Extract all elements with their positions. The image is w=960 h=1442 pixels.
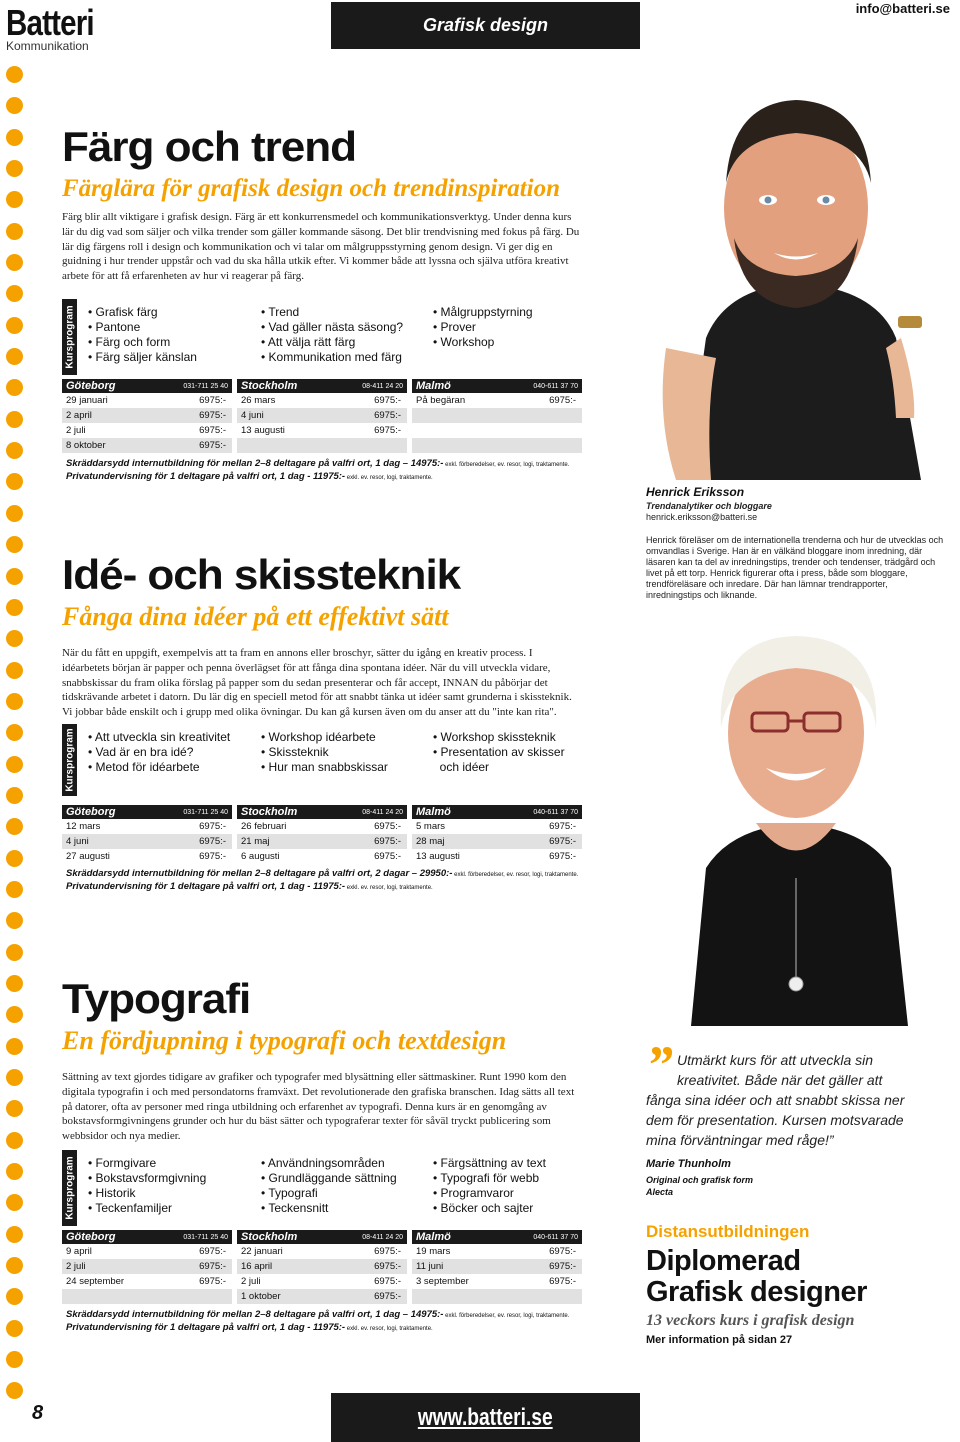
schedule bbox=[62, 1230, 582, 1304]
course-price: 6975:- bbox=[374, 1246, 401, 1257]
city-name: Göteborg bbox=[66, 806, 116, 818]
course-price: 6975:- bbox=[549, 851, 576, 862]
course-date: 8 oktober bbox=[66, 440, 106, 451]
promo-subtitle: 13 veckors kurs i grafisk design bbox=[646, 1312, 855, 1329]
course-subtitle: En fördjupning i typografi och textdesign bbox=[62, 1026, 507, 1055]
city-header bbox=[412, 1230, 582, 1244]
dot-icon bbox=[6, 348, 23, 365]
logo-tagline: Kommunikation bbox=[6, 39, 89, 53]
course-date: 2 juli bbox=[66, 1261, 86, 1272]
page-number: 8 bbox=[32, 1402, 44, 1424]
program-item: • Formgivare bbox=[88, 1156, 261, 1171]
schedule-row bbox=[62, 819, 232, 834]
program-item: • Att utveckla sin kreativitet bbox=[88, 730, 261, 745]
schedule-row bbox=[412, 834, 582, 849]
course-price: 6975:- bbox=[374, 821, 401, 832]
program-tag: Kursprogram bbox=[62, 299, 77, 375]
schedule-row bbox=[412, 1274, 582, 1289]
city-header bbox=[237, 379, 407, 393]
course-price: 6975:- bbox=[199, 1246, 226, 1257]
course-price: 6975:- bbox=[199, 395, 226, 406]
course-price: 6975:- bbox=[199, 821, 226, 832]
course-section bbox=[62, 976, 582, 1144]
city-schedule bbox=[237, 1230, 407, 1304]
dot-icon bbox=[6, 1132, 23, 1149]
instructor-name: Henrick Eriksson bbox=[646, 485, 745, 499]
quote-mark-icon: ” bbox=[646, 1035, 673, 1095]
program-item: • Metod för idéarbete bbox=[88, 760, 261, 775]
schedule-row bbox=[62, 438, 232, 453]
instructor-bio: Henrick föreläser om de internationella trenderna och hur de utvecklas och omvandlas i Sverige. Han är en välkänd bloggare inom inredning, där läsaren kan ta del av inredningstips, trender och tendenser, trädgård och livet på ett torp. Henrick figurerar ofta i press, både som bloggare, trendföreläsare och inredare. Där han lämnar trendrapporter, inredningstips och liknande. bbox=[646, 535, 944, 600]
dot-icon bbox=[6, 1351, 23, 1368]
city-schedule bbox=[237, 379, 407, 453]
program-item: • Presentation av skisser bbox=[433, 745, 565, 760]
dot-icon bbox=[6, 568, 23, 585]
schedule-row bbox=[62, 423, 232, 438]
program-item: • Prover bbox=[433, 320, 533, 335]
schedule-row bbox=[237, 834, 407, 849]
city-name: Malmö bbox=[416, 806, 451, 818]
program-item: • Bokstavsformgivning bbox=[88, 1171, 261, 1186]
course-date: 2 juli bbox=[241, 1276, 261, 1287]
dot-icon bbox=[6, 317, 23, 334]
course-program bbox=[62, 1150, 592, 1226]
schedule-row bbox=[237, 408, 407, 423]
testimonial-author: Marie Thunholm bbox=[646, 1158, 731, 1170]
dot-icon bbox=[6, 160, 23, 177]
dot-icon bbox=[6, 944, 23, 961]
program-column bbox=[433, 730, 565, 775]
city-header bbox=[62, 805, 232, 819]
dot-icon bbox=[6, 881, 23, 898]
dot-icon bbox=[6, 1163, 23, 1180]
program-tag: Kursprogram bbox=[62, 1150, 77, 1226]
course-date: 2 april bbox=[66, 410, 92, 421]
instructor-photo bbox=[646, 88, 951, 480]
course-program bbox=[62, 724, 592, 796]
dot-icon bbox=[6, 630, 23, 647]
dot-icon bbox=[6, 818, 23, 835]
instructor-photo bbox=[646, 618, 951, 1026]
program-item: • Programvaror bbox=[433, 1186, 546, 1201]
schedule-row bbox=[237, 849, 407, 864]
dot-icon bbox=[6, 850, 23, 867]
program-item: • Trend bbox=[261, 305, 433, 320]
program-item: • Färg säljer känslan bbox=[88, 350, 261, 365]
course-description: När du fått en uppgift, exempelvis att ta fram en annons eller broschyr, sätter du igång en kreativ process. I idéarbetets början är papper och penna överlägset för att fånga dina spontana idéer. När du vill utveckla vidare, snabbskissar du fram olika förslag på papper som du sedan presenterar och får accept, INNAN du påbörjar det tidskrävande arbetet i datorn. Du lär dig en speciell metod för att snabbt tänka ut idéer samt grunderna i skissteknik. Vi jobbar både enskilt och i grupp med olika övningar. Du kan gå kursen även om du anser att du "inte kan rita". bbox=[62, 647, 572, 719]
course-price: 6975:- bbox=[374, 1276, 401, 1287]
schedule-row bbox=[62, 1274, 232, 1289]
schedule-row bbox=[237, 819, 407, 834]
dot-icon bbox=[6, 1006, 23, 1023]
dot-icon bbox=[6, 912, 23, 929]
dot-icon bbox=[6, 442, 23, 459]
logo bbox=[6, 2, 94, 53]
course-date: 28 maj bbox=[416, 836, 445, 847]
course-program bbox=[62, 299, 592, 375]
testimonial-company: Alecta bbox=[646, 1187, 674, 1197]
dot-icon bbox=[6, 505, 23, 522]
schedule-row bbox=[412, 393, 582, 408]
city-schedule bbox=[237, 805, 407, 864]
dot-icon bbox=[6, 1226, 23, 1243]
schedule-row bbox=[62, 834, 232, 849]
course-date: 24 september bbox=[66, 1276, 125, 1287]
course-price: 6975:- bbox=[549, 1246, 576, 1257]
course-title: Färg och trend bbox=[62, 123, 357, 170]
city-header bbox=[62, 1230, 232, 1244]
course-price: 6975:- bbox=[374, 425, 401, 436]
city-phone: 08-411 24 20 bbox=[362, 382, 403, 390]
course-date: 22 januari bbox=[241, 1246, 283, 1257]
program-item: • Workshop skissteknik bbox=[433, 730, 565, 745]
dot-icon bbox=[6, 254, 23, 271]
course-section bbox=[62, 124, 582, 284]
city-schedule bbox=[412, 805, 582, 864]
dot-icon bbox=[6, 97, 23, 114]
program-item: • Historik bbox=[88, 1186, 261, 1201]
course-description: Sättning av text gjordes tidigare av grafiker och typografer med blysättning eller sättmaskiner. Runt 1990 kom den digitala typografin i och med persondatorns framväxt. Det revolutionerade den grafiska branschen. Idag sätts all text på datorer, ofta av personer med ringa utbildning och erfarenhet av typografi. Denna kurs är en genomgång av bokstavsformgivningens grunder och hur du bäst sätter och typograferar texter för såväl tryckt publicering som webbsidor och nya medier. bbox=[62, 1071, 575, 1143]
course-price: 6975:- bbox=[549, 836, 576, 847]
course-price: 6975:- bbox=[549, 1261, 576, 1272]
city-name: Malmö bbox=[416, 1231, 451, 1243]
program-item: • Teckenfamiljer bbox=[88, 1201, 261, 1216]
program-column bbox=[88, 1156, 261, 1216]
program-item: • Att välja rätt färg bbox=[261, 335, 433, 350]
testimonial-text: Utmärkt kurs för att utveckla sin kreativitet. Både när det gäller att fånga sina idéer och att snabbt skissa ner dem för presentation. Kursen motsvarade mina förväntningar med råge!” bbox=[646, 1052, 905, 1148]
dot-icon bbox=[6, 693, 23, 710]
course-description: Färg blir allt viktigare i grafisk design. Färg är ett konkurrensmedel och kommunikationsverktyg. Under denna kurs lär du dig vad som säljer och vilka trender som gäller kommande säsong. Det blir trendvisning med fokus på färg. Du lär dig färgens roll i design och kommunikation och vi talar om målgruppsstyrning genom design. Vi ger dig en guidning i hur trender uppstår och vad du ska hålla utkik efter. Vi kommer både att lyssna och själva utföra kreativt arbete för att få erfarenheten av hur vi reagerar på färg. bbox=[62, 211, 580, 283]
course-subtitle: Fånga dina idéer på ett effektivt sätt bbox=[62, 602, 449, 631]
schedule-row bbox=[412, 819, 582, 834]
city-phone: 08-411 24 20 bbox=[362, 1233, 403, 1241]
course-date: 5 mars bbox=[416, 821, 446, 832]
schedule-row bbox=[62, 1244, 232, 1259]
schedule-row bbox=[237, 1274, 407, 1289]
dot-icon bbox=[6, 223, 23, 240]
course-price: 6975:- bbox=[199, 836, 226, 847]
schedule-row bbox=[237, 393, 407, 408]
program-column bbox=[88, 305, 261, 365]
course-price: 6975:- bbox=[549, 395, 576, 406]
program-item: • Grafisk färg bbox=[88, 305, 261, 320]
course-date: 4 juni bbox=[66, 836, 89, 847]
dot-icon bbox=[6, 129, 23, 146]
city-phone: 040-611 37 70 bbox=[533, 382, 578, 390]
dot-icon bbox=[6, 975, 23, 992]
course-subtitle: Färglära för grafisk design och trendinspiration bbox=[62, 175, 561, 202]
dot-icon bbox=[6, 536, 23, 553]
course-price: 6975:- bbox=[199, 410, 226, 421]
testimonial-title: Original och grafisk form bbox=[646, 1175, 754, 1185]
course-price: 6975:- bbox=[374, 395, 401, 406]
promo-more-info: Mer information på sidan 27 bbox=[646, 1334, 793, 1346]
schedule-row bbox=[412, 1289, 582, 1304]
course-price: 6975:- bbox=[374, 1291, 401, 1302]
program-column bbox=[261, 1156, 433, 1216]
dot-icon bbox=[6, 473, 23, 490]
dot-icon bbox=[6, 1382, 23, 1399]
city-schedule bbox=[62, 1230, 232, 1304]
city-phone: 040-611 37 70 bbox=[533, 808, 578, 816]
schedule bbox=[62, 805, 582, 864]
course-date: 6 augusti bbox=[241, 851, 280, 862]
course-date: 21 maj bbox=[241, 836, 270, 847]
course-price: 6975:- bbox=[199, 1276, 226, 1287]
city-header bbox=[237, 805, 407, 819]
dot-icon bbox=[6, 724, 23, 741]
program-item: och idéer bbox=[439, 760, 490, 774]
city-header bbox=[412, 379, 582, 393]
city-schedule bbox=[412, 1230, 582, 1304]
city-name: Göteborg bbox=[66, 380, 116, 392]
schedule-row bbox=[412, 408, 582, 423]
city-name: Göteborg bbox=[66, 1231, 116, 1243]
course-date: 29 januari bbox=[66, 395, 108, 406]
program-item: • Vad gäller nästa säsong? bbox=[261, 320, 433, 335]
program-item: • Färg och form bbox=[88, 335, 261, 350]
dot-icon bbox=[6, 66, 23, 83]
course-price: 6975:- bbox=[199, 1261, 226, 1272]
course-date: 2 juli bbox=[66, 425, 86, 436]
course-date: 13 augusti bbox=[416, 851, 460, 862]
instructor-email-link[interactable]: henrick.eriksson@batteri.se bbox=[646, 512, 758, 522]
schedule-row bbox=[237, 438, 407, 453]
program-item: • Typografi för webb bbox=[433, 1171, 546, 1186]
schedule-row bbox=[412, 423, 582, 438]
course-price: 6975:- bbox=[199, 440, 226, 451]
course-price: 6975:- bbox=[549, 1276, 576, 1287]
schedule-row bbox=[237, 423, 407, 438]
course-date: 11 juni bbox=[416, 1261, 444, 1272]
course-price: 6975:- bbox=[374, 851, 401, 862]
program-column bbox=[261, 730, 433, 775]
schedule-row bbox=[412, 438, 582, 453]
schedule-row bbox=[62, 1259, 232, 1274]
course-price: 6975:- bbox=[199, 851, 226, 862]
footer-url-link[interactable]: www.batteri.se bbox=[418, 1403, 553, 1431]
program-item: • Grundläggande sättning bbox=[261, 1171, 433, 1186]
program-item: • Pantone bbox=[88, 320, 261, 335]
course-section bbox=[62, 552, 582, 720]
program-tag: Kursprogram bbox=[62, 724, 77, 796]
program-column bbox=[261, 305, 433, 365]
schedule-row bbox=[237, 1259, 407, 1274]
city-phone: 040-611 37 70 bbox=[533, 1233, 578, 1241]
course-price: 6975:- bbox=[549, 821, 576, 832]
course-date: 16 april bbox=[241, 1261, 273, 1272]
program-item: • Användningsområden bbox=[261, 1156, 433, 1171]
program-item: • Målgruppstyrning bbox=[433, 305, 533, 320]
dot-icon bbox=[6, 1320, 23, 1337]
schedule-row bbox=[62, 408, 232, 423]
course-title: Idé- och skissteknik bbox=[62, 551, 461, 598]
course-date: 19 mars bbox=[416, 1246, 451, 1257]
city-phone: 031-711 25 40 bbox=[183, 382, 228, 390]
schedule-row bbox=[237, 1244, 407, 1259]
city-schedule bbox=[62, 805, 232, 864]
program-item: • Vad är en bra idé? bbox=[88, 745, 261, 760]
dot-icon bbox=[6, 787, 23, 804]
pricing-notes: Skräddarsydd internutbildning för mellan 2–8 deltagare på valfri ort, 2 dagar – 29950:- exkl. förberedelser, ev. resor, logi, traktamente. Privatundervisning för 1 deltagare på valfri ort, 1 dag - 11975:- exkl. ev. resor, logi, traktamente. bbox=[66, 868, 579, 892]
logo-wordmark: Batteri bbox=[6, 2, 94, 43]
program-item: • Kommunikation med färg bbox=[261, 350, 433, 365]
program-item: • Teckensnitt bbox=[261, 1201, 433, 1216]
dot-icon bbox=[6, 191, 23, 208]
schedule-row bbox=[62, 393, 232, 408]
program-item: • Färgsättning av text bbox=[433, 1156, 546, 1171]
dot-icon bbox=[6, 1257, 23, 1274]
city-schedule bbox=[62, 379, 232, 453]
header-email-link[interactable]: info@batteri.se bbox=[855, 1, 950, 16]
program-item: • Skissteknik bbox=[261, 745, 433, 760]
program-item: • Workshop bbox=[433, 335, 533, 350]
course-price: 6975:- bbox=[374, 410, 401, 421]
promo-headline: Grafisk designer bbox=[646, 1276, 867, 1308]
course-date: 12 mars bbox=[66, 821, 101, 832]
course-date: 9 april bbox=[66, 1246, 92, 1257]
schedule bbox=[62, 379, 582, 453]
city-name: Stockholm bbox=[241, 380, 298, 392]
instructor-role: Trendanalytiker och bloggare bbox=[646, 501, 772, 511]
dot-icon bbox=[6, 285, 23, 302]
city-name: Stockholm bbox=[241, 806, 298, 818]
schedule-row bbox=[412, 849, 582, 864]
program-item: • Typografi bbox=[261, 1186, 433, 1201]
dot-icon bbox=[6, 662, 23, 679]
schedule-row bbox=[237, 1289, 407, 1304]
dot-icon bbox=[6, 1100, 23, 1117]
program-column bbox=[433, 1156, 546, 1216]
city-header bbox=[62, 379, 232, 393]
program-item: • Böcker och sajter bbox=[433, 1201, 546, 1216]
schedule-row bbox=[62, 849, 232, 864]
course-date: 3 september bbox=[416, 1276, 469, 1287]
dot-icon bbox=[6, 1288, 23, 1305]
dot-icon bbox=[6, 1038, 23, 1055]
city-header bbox=[412, 805, 582, 819]
promo-headline: Diplomerad bbox=[646, 1245, 801, 1277]
dot-icon bbox=[6, 411, 23, 428]
promo-kicker: Distansutbildningen bbox=[646, 1222, 810, 1241]
course-date: 26 februari bbox=[241, 821, 287, 832]
city-phone: 031-711 25 40 bbox=[183, 1233, 228, 1241]
city-phone: 031-711 25 40 bbox=[183, 808, 228, 816]
dot-icon bbox=[6, 379, 23, 396]
program-item: • Workshop idéarbete bbox=[261, 730, 433, 745]
course-date: 27 augusti bbox=[66, 851, 110, 862]
course-price: 6975:- bbox=[374, 1261, 401, 1272]
decorative-dots bbox=[6, 66, 24, 1414]
section-banner: Grafisk design bbox=[331, 2, 640, 49]
pricing-notes: Skräddarsydd internutbildning för mellan 2–8 deltagare på valfri ort, 1 dag – 14975:- exkl. förberedelser, ev. resor, logi, traktamente. Privatundervisning för 1 deltagare på valfri ort, 1 dag - 11975:- exkl. ev. resor, logi, traktamente. bbox=[66, 458, 570, 482]
footer-banner bbox=[331, 1393, 640, 1442]
dot-icon bbox=[6, 599, 23, 616]
course-date: På begäran bbox=[416, 395, 466, 406]
city-header bbox=[237, 1230, 407, 1244]
course-title: Typografi bbox=[62, 975, 251, 1022]
program-column bbox=[88, 730, 261, 775]
dot-icon bbox=[6, 1194, 23, 1211]
dot-icon bbox=[6, 1069, 23, 1086]
course-date: 26 mars bbox=[241, 395, 276, 406]
city-name: Stockholm bbox=[241, 1231, 298, 1243]
course-price: 6975:- bbox=[374, 836, 401, 847]
schedule-row bbox=[412, 1259, 582, 1274]
dot-icon bbox=[6, 756, 23, 773]
course-date: 1 oktober bbox=[241, 1291, 281, 1302]
promo-box bbox=[646, 1222, 946, 1346]
city-name: Malmö bbox=[416, 380, 451, 392]
city-schedule bbox=[412, 379, 582, 453]
pricing-notes: Skräddarsydd internutbildning för mellan 2–8 deltagare på valfri ort, 1 dag – 14975:- exkl. förberedelser, ev. resor, logi, traktamente. Privatundervisning för 1 deltagare på valfri ort, 1 dag - 11975:- exkl. ev. resor, logi, traktamente. bbox=[66, 1309, 570, 1333]
schedule-row bbox=[62, 1289, 232, 1304]
testimonial bbox=[646, 1035, 916, 1198]
schedule-row bbox=[412, 1244, 582, 1259]
city-phone: 08-411 24 20 bbox=[362, 808, 403, 816]
course-date: 13 augusti bbox=[241, 425, 285, 436]
program-item: • Hur man snabbskissar bbox=[261, 760, 433, 775]
program-column bbox=[433, 305, 533, 365]
course-price: 6975:- bbox=[199, 425, 226, 436]
course-date: 4 juni bbox=[241, 410, 264, 421]
